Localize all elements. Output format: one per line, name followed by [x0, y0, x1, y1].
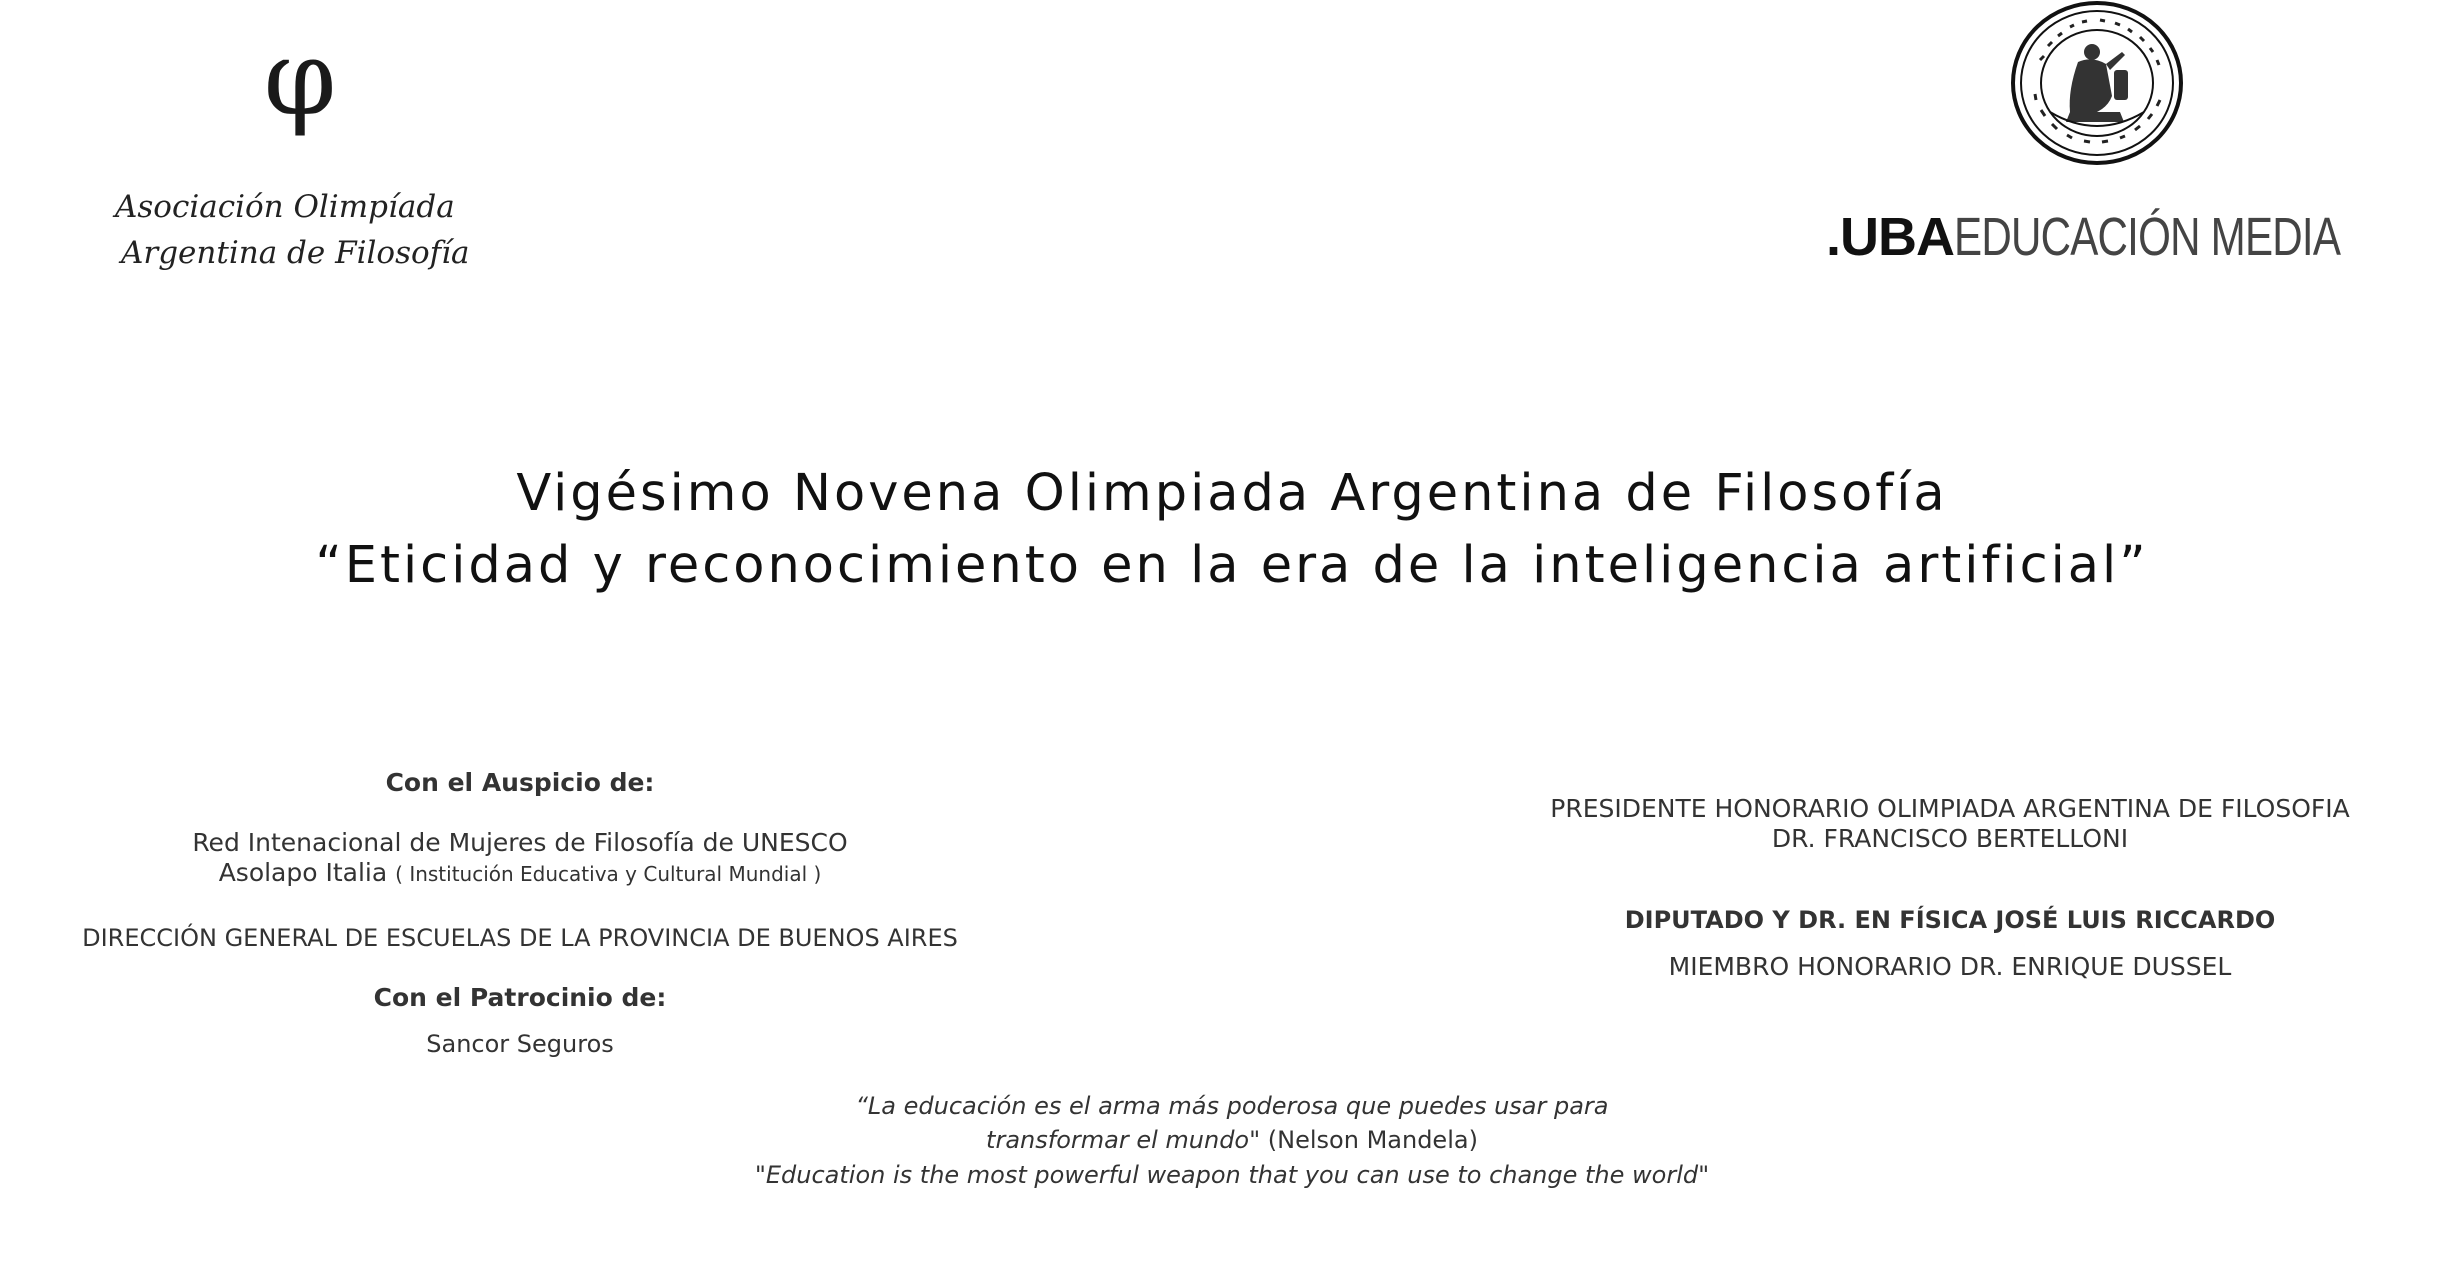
- sponsor-unesco: Red Intenacional de Mujeres de Filosofía de UNESCO: [192, 828, 848, 857]
- phi-logo-icon: φ: [263, 17, 337, 139]
- uba-seal-icon: [2010, 0, 2184, 166]
- title-line2: “Eticidad y reconocimiento en la era de la inteligencia artificial”: [315, 536, 2149, 595]
- sponsor-asolapo: [40, 858, 1000, 887]
- quote-line3-text: "Education is the most powerful weapon that you can use to change the world": [754, 1161, 1710, 1189]
- miembro-honorario: MIEMBRO HONORARIO DR. ENRIQUE DUSSEL: [1668, 952, 2232, 981]
- sponsor-sancor: Sancor Seguros: [426, 1030, 614, 1058]
- presidente-honorario: PRESIDENTE HONORARIO OLIMPIADA ARGENTINA DE FILOSOFIA: [1550, 794, 2350, 823]
- quote-line1: [0, 1092, 2464, 1120]
- sponsor-dgecba: DIRECCIÓN GENERAL DE ESCUELAS DE LA PROVINCIA DE BUENOS AIRES: [82, 924, 958, 952]
- aoaf-name-line1: Asociación Olimpíada: [115, 189, 455, 225]
- diputado-riccardo: DIPUTADO Y DR. EN FÍSICA JOSÉ LUIS RICCARDO: [1624, 906, 2276, 934]
- quote-author: (Nelson Mandela): [1260, 1126, 1478, 1154]
- quote-line2: [0, 1126, 2464, 1154]
- uba-logo-bold: .UBA: [1826, 207, 1954, 267]
- uba-educacion-media-logo: [1826, 206, 2449, 268]
- presidente-name: DR. FRANCISCO BERTELLONI: [1771, 824, 2129, 853]
- quote-line1-text: “La educación es el arma más poderosa que puedes usar para: [855, 1092, 1609, 1120]
- title-line1: Vigésimo Novena Olimpiada Argentina de Filosofía: [516, 464, 1948, 523]
- aoaf-name-line2: Argentina de Filosofía: [121, 235, 470, 271]
- auspicio-heading: Con el Auspicio de:: [385, 768, 655, 797]
- quote-line2-text: transformar el mundo": [986, 1126, 1261, 1154]
- asolapo-sub: ( Institución Educativa y Cultural Mundial ): [395, 862, 822, 886]
- patrocinio-heading: Con el Patrocinio de:: [373, 983, 667, 1012]
- aoaf-org-name: [115, 184, 495, 276]
- asolapo-main: Asolapo Italia: [218, 858, 388, 887]
- quote-line3: [0, 1161, 2464, 1189]
- uba-logo-rest: EDUCACIÓN MEDIA: [1954, 207, 2341, 267]
- page-title: [0, 458, 2464, 602]
